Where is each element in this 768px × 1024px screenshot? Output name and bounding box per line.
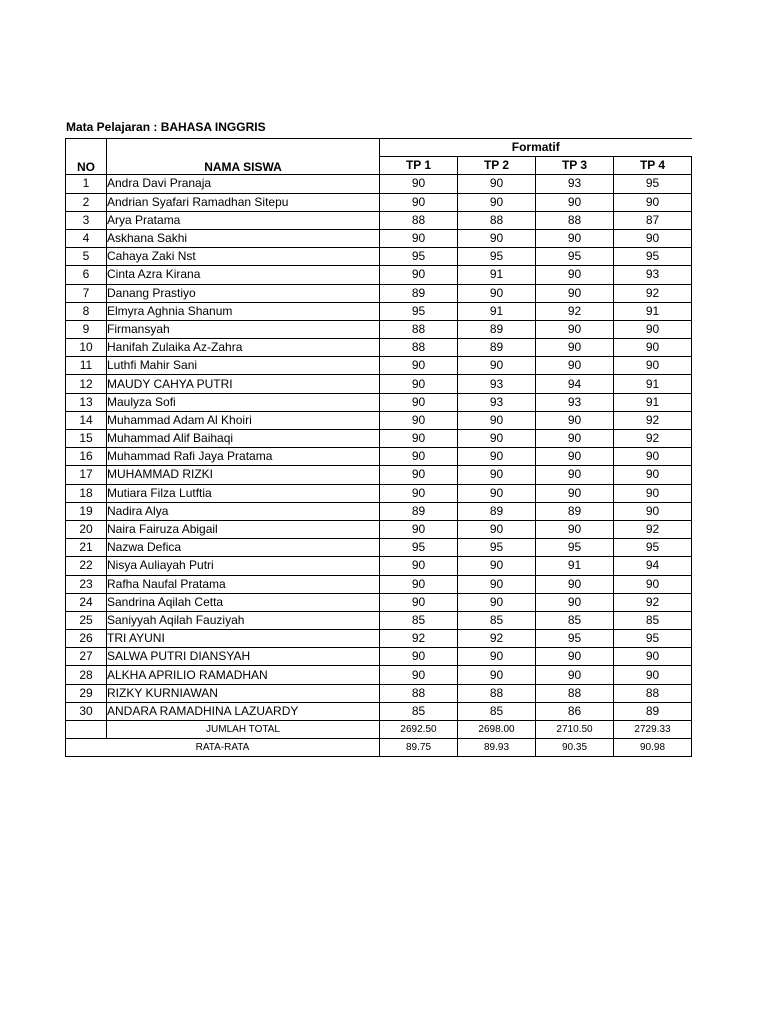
score-tp4: 89	[614, 702, 692, 720]
row-no: 1	[66, 175, 107, 193]
score-tp4: 90	[614, 575, 692, 593]
score-tp3: 90	[536, 193, 614, 211]
score-tp1: 95	[380, 302, 458, 320]
score-tp3: 95	[536, 630, 614, 648]
table-row	[66, 193, 692, 211]
score-tp4: 90	[614, 320, 692, 338]
score-tp4: 90	[614, 448, 692, 466]
row-no: 6	[66, 266, 107, 284]
score-tp2: 89	[458, 339, 536, 357]
row-no: 15	[66, 430, 107, 448]
score-tp4: 95	[614, 248, 692, 266]
score-tp3: 95	[536, 539, 614, 557]
row-no: 28	[66, 666, 107, 684]
score-tp2: 90	[458, 666, 536, 684]
student-name: Muhammad Rafi Jaya Pratama	[107, 448, 380, 466]
student-name: Maulyza Sofi	[107, 393, 380, 411]
table-row	[66, 320, 692, 338]
student-name: RIZKY KURNIAWAN	[107, 684, 380, 702]
score-tp3: 90	[536, 575, 614, 593]
student-name: Nadira Alya	[107, 502, 380, 520]
average-tp3: 90.35	[536, 739, 614, 757]
score-tp4: 91	[614, 375, 692, 393]
score-tp1: 89	[380, 502, 458, 520]
score-tp1: 90	[380, 411, 458, 429]
score-tp4: 90	[614, 648, 692, 666]
student-name: Firmansyah	[107, 320, 380, 338]
score-tp4: 87	[614, 211, 692, 229]
score-tp3: 90	[536, 229, 614, 247]
score-tp3: 90	[536, 411, 614, 429]
score-tp3: 88	[536, 211, 614, 229]
score-tp4: 92	[614, 284, 692, 302]
score-tp2: 93	[458, 393, 536, 411]
table-row	[66, 430, 692, 448]
score-tp1: 90	[380, 466, 458, 484]
row-no: 17	[66, 466, 107, 484]
table-row	[66, 248, 692, 266]
score-tp4: 90	[614, 229, 692, 247]
score-tp1: 90	[380, 175, 458, 193]
score-tp4: 90	[614, 339, 692, 357]
table-row	[66, 175, 692, 193]
student-name: Muhammad Adam Al Khoiri	[107, 411, 380, 429]
score-tp2: 95	[458, 248, 536, 266]
score-tp1: 88	[380, 211, 458, 229]
score-tp1: 90	[380, 266, 458, 284]
score-tp3: 92	[536, 302, 614, 320]
score-tp4: 91	[614, 393, 692, 411]
table-row	[66, 630, 692, 648]
score-tp4: 90	[614, 357, 692, 375]
score-tp2: 90	[458, 448, 536, 466]
student-name: Hanifah Zulaika Az-Zahra	[107, 339, 380, 357]
score-tp3: 90	[536, 448, 614, 466]
score-tp2: 93	[458, 375, 536, 393]
row-no: 2	[66, 193, 107, 211]
score-tp3: 93	[536, 393, 614, 411]
table-row	[66, 666, 692, 684]
table-row	[66, 466, 692, 484]
score-tp1: 95	[380, 248, 458, 266]
table-row	[66, 229, 692, 247]
score-tp1: 90	[380, 648, 458, 666]
table-row	[66, 502, 692, 520]
score-tp3: 90	[536, 593, 614, 611]
score-tp1: 90	[380, 357, 458, 375]
score-tp2: 90	[458, 175, 536, 193]
row-no: 22	[66, 557, 107, 575]
table-row	[66, 684, 692, 702]
student-name: Nisya Auliayah Putri	[107, 557, 380, 575]
row-no: 11	[66, 357, 107, 375]
score-tp4: 95	[614, 539, 692, 557]
table-row	[66, 648, 692, 666]
score-tp1: 90	[380, 229, 458, 247]
score-tp2: 91	[458, 266, 536, 284]
score-tp2: 90	[458, 357, 536, 375]
score-tp3: 90	[536, 484, 614, 502]
score-tp1: 85	[380, 702, 458, 720]
row-no: 8	[66, 302, 107, 320]
student-name: Elmyra Aghnia Shanum	[107, 302, 380, 320]
header-tp3: TP 3	[536, 157, 614, 175]
score-tp2: 90	[458, 411, 536, 429]
table-row	[66, 375, 692, 393]
header-row-group	[66, 139, 692, 157]
average-tp2: 89.93	[458, 739, 536, 757]
table-row	[66, 448, 692, 466]
row-no: 18	[66, 484, 107, 502]
score-tp2: 90	[458, 575, 536, 593]
score-tp4: 91	[614, 302, 692, 320]
table-row	[66, 484, 692, 502]
row-no: 12	[66, 375, 107, 393]
score-tp4: 88	[614, 684, 692, 702]
score-tp3: 90	[536, 648, 614, 666]
student-name: Cahaya Zaki Nst	[107, 248, 380, 266]
total-tp1: 2692.50	[380, 721, 458, 739]
score-tp2: 89	[458, 320, 536, 338]
score-tp1: 90	[380, 593, 458, 611]
row-no: 23	[66, 575, 107, 593]
student-name: Askhana Sakhi	[107, 229, 380, 247]
score-tp1: 90	[380, 448, 458, 466]
totals-no-cell	[66, 721, 107, 739]
header-name: NAMA SISWA	[107, 139, 380, 175]
score-tp4: 85	[614, 611, 692, 629]
student-name: Andrian Syafari Ramadhan Sitepu	[107, 193, 380, 211]
table-row	[66, 702, 692, 720]
score-tp3: 85	[536, 611, 614, 629]
score-tp3: 86	[536, 702, 614, 720]
student-name: Rafha Naufal Pratama	[107, 575, 380, 593]
student-name: SALWA PUTRI DIANSYAH	[107, 648, 380, 666]
table-row	[66, 411, 692, 429]
header-tp4: TP 4	[614, 157, 692, 175]
score-tp2: 90	[458, 484, 536, 502]
table-row	[66, 357, 692, 375]
row-no: 19	[66, 502, 107, 520]
total-tp3: 2710.50	[536, 721, 614, 739]
row-no: 30	[66, 702, 107, 720]
score-tp2: 90	[458, 466, 536, 484]
score-tp3: 88	[536, 684, 614, 702]
student-name: MAUDY CAHYA PUTRI	[107, 375, 380, 393]
row-no: 13	[66, 393, 107, 411]
student-name: Andra Davi Pranaja	[107, 175, 380, 193]
score-tp1: 90	[380, 575, 458, 593]
student-name: Nazwa Defica	[107, 539, 380, 557]
score-tp2: 85	[458, 702, 536, 720]
score-tp3: 90	[536, 666, 614, 684]
table-row	[66, 575, 692, 593]
table-row	[66, 284, 692, 302]
row-no: 7	[66, 284, 107, 302]
table-row	[66, 557, 692, 575]
table-row	[66, 539, 692, 557]
score-tp2: 91	[458, 302, 536, 320]
row-no: 16	[66, 448, 107, 466]
student-name: TRI AYUNI	[107, 630, 380, 648]
row-no: 14	[66, 411, 107, 429]
row-no: 20	[66, 520, 107, 538]
score-tp4: 92	[614, 411, 692, 429]
score-tp3: 90	[536, 320, 614, 338]
table-row	[66, 266, 692, 284]
score-tp2: 90	[458, 520, 536, 538]
score-tp2: 92	[458, 630, 536, 648]
score-tp3: 90	[536, 339, 614, 357]
score-tp1: 90	[380, 430, 458, 448]
score-tp1: 95	[380, 539, 458, 557]
score-tp2: 89	[458, 502, 536, 520]
row-no: 10	[66, 339, 107, 357]
row-no: 27	[66, 648, 107, 666]
row-no: 9	[66, 320, 107, 338]
score-tp1: 90	[380, 666, 458, 684]
student-name: Arya Pratama	[107, 211, 380, 229]
score-tp2: 90	[458, 648, 536, 666]
score-tp4: 90	[614, 666, 692, 684]
score-tp3: 94	[536, 375, 614, 393]
score-tp3: 90	[536, 430, 614, 448]
score-tp4: 92	[614, 520, 692, 538]
score-tp1: 88	[380, 320, 458, 338]
row-no: 3	[66, 211, 107, 229]
student-name: ANDARA RAMADHINA LAZUARDY	[107, 702, 380, 720]
score-tp2: 85	[458, 611, 536, 629]
score-tp4: 95	[614, 630, 692, 648]
score-tp3: 93	[536, 175, 614, 193]
score-tp3: 90	[536, 357, 614, 375]
totals-label: JUMLAH TOTAL	[107, 721, 380, 739]
score-tp2: 90	[458, 557, 536, 575]
student-name: MUHAMMAD RIZKI	[107, 466, 380, 484]
score-tp1: 90	[380, 393, 458, 411]
score-tp1: 90	[380, 520, 458, 538]
score-tp4: 95	[614, 175, 692, 193]
score-tp2: 88	[458, 684, 536, 702]
score-tp2: 88	[458, 211, 536, 229]
total-tp4: 2729.33	[614, 721, 692, 739]
student-name: Luthfi Mahir Sani	[107, 357, 380, 375]
table-row	[66, 302, 692, 320]
student-rows	[66, 175, 692, 721]
score-tp4: 92	[614, 430, 692, 448]
table-row	[66, 520, 692, 538]
score-tp2: 90	[458, 229, 536, 247]
row-no: 25	[66, 611, 107, 629]
score-tp1: 90	[380, 557, 458, 575]
student-name: Sandrina Aqilah Cetta	[107, 593, 380, 611]
header-tp1: TP 1	[380, 157, 458, 175]
student-name: Naira Fairuza Abigail	[107, 520, 380, 538]
score-tp3: 89	[536, 502, 614, 520]
score-tp4: 90	[614, 502, 692, 520]
score-tp4: 92	[614, 593, 692, 611]
average-tp1: 89.75	[380, 739, 458, 757]
header-no: NO	[66, 139, 107, 175]
header-formatif: Formatif	[380, 139, 692, 157]
score-tp2: 90	[458, 284, 536, 302]
score-tp1: 90	[380, 193, 458, 211]
score-tp3: 90	[536, 284, 614, 302]
score-tp1: 85	[380, 611, 458, 629]
score-tp3: 90	[536, 520, 614, 538]
averages-label: RATA-RATA	[66, 739, 380, 757]
row-no: 24	[66, 593, 107, 611]
header-tp2: TP 2	[458, 157, 536, 175]
score-tp3: 91	[536, 557, 614, 575]
score-tp4: 90	[614, 466, 692, 484]
score-tp3: 90	[536, 266, 614, 284]
student-name: Mutiara Filza Lutftia	[107, 484, 380, 502]
student-name: Danang Prastiyo	[107, 284, 380, 302]
table-row	[66, 211, 692, 229]
score-tp1: 89	[380, 284, 458, 302]
grades-table	[65, 138, 692, 757]
student-name: Muhammad Alif Baihaqi	[107, 430, 380, 448]
totals-row	[66, 721, 692, 739]
student-name: ALKHA APRILIO RAMADHAN	[107, 666, 380, 684]
score-tp1: 90	[380, 484, 458, 502]
row-no: 21	[66, 539, 107, 557]
score-tp2: 90	[458, 593, 536, 611]
score-tp2: 95	[458, 539, 536, 557]
score-tp1: 90	[380, 375, 458, 393]
table-row	[66, 593, 692, 611]
score-tp1: 88	[380, 684, 458, 702]
score-tp2: 90	[458, 430, 536, 448]
table-row	[66, 611, 692, 629]
row-no: 26	[66, 630, 107, 648]
score-tp3: 95	[536, 248, 614, 266]
score-tp2: 90	[458, 193, 536, 211]
score-tp1: 92	[380, 630, 458, 648]
averages-row	[66, 739, 692, 757]
score-tp1: 88	[380, 339, 458, 357]
score-tp4: 93	[614, 266, 692, 284]
total-tp2: 2698.00	[458, 721, 536, 739]
score-tp3: 90	[536, 466, 614, 484]
score-tp4: 94	[614, 557, 692, 575]
average-tp4: 90.98	[614, 739, 692, 757]
row-no: 5	[66, 248, 107, 266]
subject-title: Mata Pelajaran : BAHASA INGGRIS	[66, 120, 266, 134]
student-name: Cinta Azra Kirana	[107, 266, 380, 284]
student-name: Saniyyah Aqilah Fauziyah	[107, 611, 380, 629]
score-tp4: 90	[614, 484, 692, 502]
table-row	[66, 339, 692, 357]
score-tp4: 90	[614, 193, 692, 211]
row-no: 29	[66, 684, 107, 702]
row-no: 4	[66, 229, 107, 247]
table-row	[66, 393, 692, 411]
